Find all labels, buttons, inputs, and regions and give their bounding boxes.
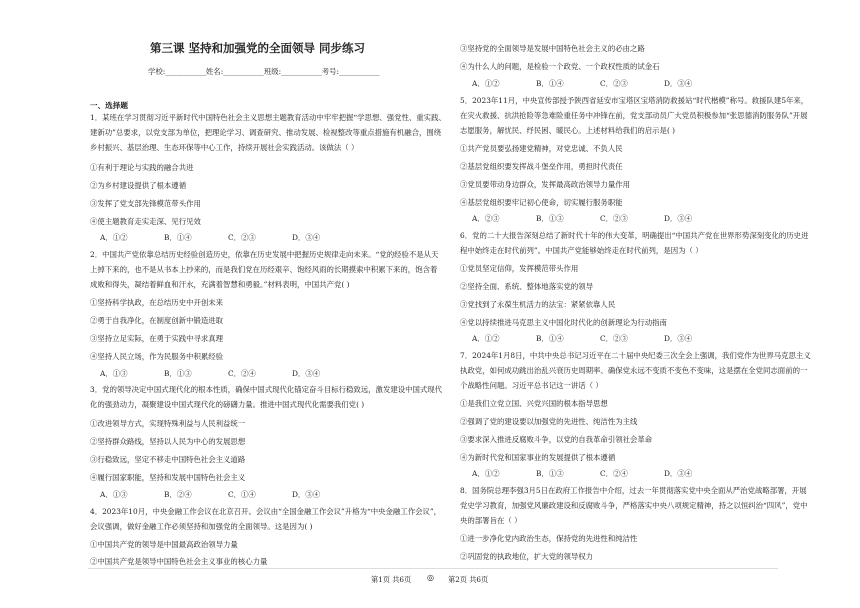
question-line: 5．2023年11月，中央宣传部授予陕西省延安市宝塔区宝塔消防救援站“时代楷模”称号。救援队建5年来， (460, 96, 809, 105)
answer-options: A．①③ B．②④ C．①④ D．③④ (100, 490, 321, 499)
choice-line: ③坚持立足实际，在勇于实践中寻求真理 (90, 334, 224, 343)
choice-line: ③发挥了党支部先锋模范带头作用 (90, 199, 201, 208)
choice-line: ②巩固党的执政地位，扩大党的领导权力 (460, 552, 594, 561)
answer-options: A．②③ B．①③ C．②③ D．③④ (472, 214, 693, 223)
question-line: 建新功”总要求，以党支部为单位，把理论学习、调查研究、推动发展、检视整改等重点措施有机融合，围绕 (90, 128, 442, 137)
answer-options: A．①② B．①④ C．②③ D．③④ (472, 79, 693, 88)
choice-line: ③党员要带动身边群众，发挥最高政治领导力量作用 (460, 180, 630, 189)
question-line: 上掉下来的，也不是从书本上抄来的，而是我们党在历经艰辛、饱经风雨的长期摸索中积累下来的，饱含着 (90, 265, 438, 274)
question-line: 6．党的二十大报告深刻总结了新时代十年的伟大变革，明确提出“中国共产党在世界形势深刻变化的历史进 (460, 231, 809, 240)
question-line: 乡村振兴、基层治理、生态环保等中心工作，持续开展社会实践活动。该做法（ ） (90, 143, 359, 152)
choice-line: ②为乡村建设提供了根本遵循 (90, 181, 187, 190)
binding-mark-icon: ◎ (427, 573, 434, 582)
student-info-line: 学校:___________姓名:___________班级:___________考号:___________ (148, 67, 380, 76)
choice-line: ②强调了党的建设要以加强党的先进性、纯洁性为主线 (460, 417, 638, 426)
question-line: 会议强调，做好金融工作必须坚持和加强党的全面领导。这是因为( ) (90, 522, 313, 531)
choice-line: ④为新时代党和国家事业的发展提供了根本遵循 (460, 453, 616, 462)
answer-options: A．①② B．①④ C．②③ D．③④ (100, 233, 321, 242)
choice-line: ①改进领导方式，实现特殊利益与人民利益统一 (90, 419, 246, 428)
page-number-left: 第1页 共6页 (371, 575, 412, 584)
question-line: 2．中国共产党依靠总结历史经验创造历史，依靠在历史发展中把握历史规律走向未来。“党的经验不是从天 (90, 250, 439, 259)
question-line: 化的强劲动力，凝聚建设中国式现代化的磅礴力量。推进中国式现代化需要我们党( ) (90, 400, 365, 409)
choice-line: ④党以持续推进马克思主义中国化时代化的创新理论为行动指南 (460, 318, 667, 327)
choice-line: ②基层党组织要发挥战斗堡垒作用，勇担时代责任 (460, 162, 623, 171)
choice-line: ②坚持群众路线，坚持以人民为中心的发展思想 (90, 437, 246, 446)
question-line: 4．2023年10月，中央金融工作会议在北京召开。会议由“全国金融工作会议”升格为“中央金融工作会议”， (90, 507, 442, 516)
choice-line: ③党找到了永葆生机活力的法宝：紧紧依靠人民 (460, 300, 616, 309)
question-line: 成败和得失，凝结着鲜血和汗水，充满着智慧和勇毅。”材料表明，中国共产党( ) (90, 280, 350, 289)
question-line: 3．党的领导决定中国式现代化的根本性质，确保中国式现代化锚定奋斗目标行稳致远，激发建设中国式现代 (90, 385, 443, 394)
question-line: 志愿服务，解忧民、纾民困、暖民心。上述材料给我们的启示是( ) (460, 126, 676, 135)
question-line: 程中始终走在时代前列”。中国共产党能够始终走在时代前列，是因为（ ） (460, 246, 703, 255)
question-line: 个战略性问题。习近平总书记这一讲话（ ） (460, 381, 603, 390)
page-title: 第三课 坚持和加强党的全面领导 同步练习 (150, 41, 366, 55)
choice-line: ①共产党员要弘扬建党精神，对党忠诚、不负人民 (460, 144, 623, 153)
choice-line: ④使主题教育走实走深、见行见效 (90, 217, 201, 226)
choice-line: ④基层党组织要牢记初心使命，切实履行服务职能 (460, 198, 623, 207)
question-line: 8．国务院总理李强3月5日在政府工作报告中介绍，过去一年贯彻落实党中央全面从严治党战略部署，开展 (460, 486, 807, 495)
question-line: 1．某班在学习贯彻习近平新时代中国特色社会主义思想主题教育活动中牢牢把握“学思想、强党性、重实践、 (90, 113, 446, 122)
question-line: 央的部署旨在（ ） (460, 516, 522, 525)
choice-line: ①进一步净化党内政治生态，保持党的先进性和纯洁性 (460, 534, 638, 543)
choice-line: ②中国共产党是领导中国特色社会主义事业的核心力量 (90, 557, 268, 566)
choice-line: ①有利于理论与实践的融合共进 (90, 163, 194, 172)
page-number-right: 第2页 共6页 (448, 575, 489, 584)
choice-line: ④坚持人民立场，作为民服务中积累经验 (90, 352, 224, 361)
answer-options: A．①② B．①④ C．②③ D．③④ (472, 334, 693, 343)
page-divider (88, 568, 778, 569)
answer-options: A．①② B．①③ C．②④ D．③④ (472, 469, 693, 478)
choice-line: ④履行国家职能，坚持和发展中国特色社会主义 (90, 473, 246, 482)
choice-line: ①中国共产党的领导是中国最高政治领导力量 (90, 540, 238, 549)
choice-line: ①坚持科学执政，在总结历史中开创未来 (90, 298, 224, 307)
choice-line: ②勇于自我净化，在制度创新中锻造进取 (90, 316, 224, 325)
question-line: 在灾火救援、抗洪抢险等急难险重任务中冲锋在前，党支部动员广大党员积极参加“张思德消防服务队”开展 (460, 111, 808, 120)
choice-line: ②坚持全面、系统、整体地落实党的领导 (460, 282, 594, 291)
question-line: 党史学习教育，加强党风廉政建设和反腐败斗争，严格落实中央八项规定精神，持之以恒纠治“四风”，党中 (460, 501, 808, 510)
choice-line: ③坚持党的全面领导是发展中国特色社会主义的必由之路 (460, 44, 645, 53)
section-title: 一、选择题 (90, 101, 128, 110)
question-line: 执政党，如何成功跳出治乱兴衰历史周期率、确保党永远不变质不变色不变味，这是摆在全党同志面前的一 (460, 366, 808, 375)
choice-line: ③要求深入推进反腐败斗争，以党的自我革命引领社会革命 (460, 435, 653, 444)
choice-line: ①是我们立党立国、兴党兴国的根本指导思想 (460, 399, 608, 408)
choice-line: ④为什么人的问题，是检验一个政党、一个政权性质的试金石 (460, 62, 660, 71)
answer-options: A．①③ B．①③ C．②④ D．③④ (100, 369, 321, 378)
choice-line: ①党员坚定信仰，发挥模范带头作用 (460, 264, 579, 273)
question-line: 7．2024年1月8日，中共中央总书记习近平在二十届中央纪委三次全会上强调，我们党作为世界马克思主义 (460, 351, 811, 360)
choice-line: ③行稳致远，坚定不移走中国特色社会主义道路 (90, 455, 246, 464)
